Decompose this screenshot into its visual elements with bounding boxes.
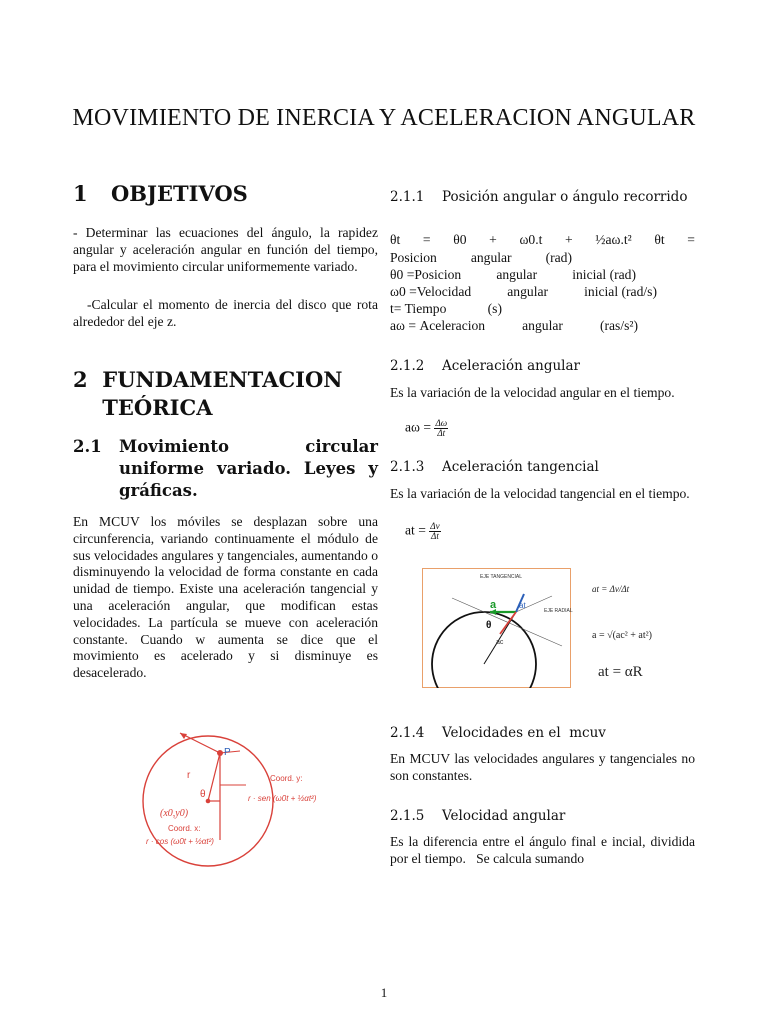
section-title: FUNDAMENTACION TEÓRICA bbox=[102, 367, 343, 420]
subsubsection-title: Velocidades en el mcuv bbox=[442, 725, 606, 741]
eq-term: θt bbox=[654, 232, 665, 247]
page-number: 1 bbox=[380, 985, 388, 1000]
numerator: Δv bbox=[430, 521, 440, 531]
document-title: MOVIMIENTO DE INERCIA Y ACELERACION ANGULAR bbox=[72, 105, 696, 131]
tangential-acceleration-formula bbox=[405, 522, 441, 541]
tangential-acceleration-text: Es la variación de la velocidad tangencial en el tiempo. bbox=[390, 486, 690, 501]
subsubsection-title: Posición angular o ángulo recorrido bbox=[442, 189, 688, 205]
def-text: (ras/s²) bbox=[599, 318, 638, 333]
fraction bbox=[429, 522, 440, 541]
def-text: Posicion bbox=[390, 250, 437, 265]
subsubsection-title: Aceleración tangencial bbox=[442, 459, 599, 475]
denominator: Δt bbox=[437, 428, 446, 438]
def-text: angular bbox=[507, 284, 549, 299]
subsubsection-number: 2.1.1 bbox=[390, 189, 425, 205]
def-text: t= Tiempo bbox=[390, 301, 447, 316]
eq-term: = bbox=[687, 232, 695, 247]
angular-acceleration-formula bbox=[405, 419, 448, 438]
subsubsection-number: 2.1.3 bbox=[390, 459, 425, 475]
def-text: angular bbox=[496, 267, 538, 282]
objective-1: - Determinar las ecuaciones del ángulo, la rapidez angular y aceleración angular en función del tiempo, para el movimiento circular uniformemente variado. bbox=[73, 225, 378, 274]
theta-label: θ bbox=[486, 620, 492, 631]
theta-label: θ bbox=[200, 789, 206, 800]
definition-line bbox=[390, 318, 638, 335]
formula-lhs: aω = bbox=[405, 419, 432, 435]
eq-term: ½aω.t² bbox=[595, 232, 632, 247]
velocities-text: En MCUV las velocidades angulares y tangenciales no son constantes. bbox=[390, 751, 695, 783]
eq-term: ω0.t bbox=[519, 232, 543, 247]
eq-term: θt bbox=[390, 232, 401, 247]
subsubsection-2-1-1-heading bbox=[390, 188, 695, 206]
section-2-heading bbox=[73, 366, 378, 422]
origin-point bbox=[206, 799, 211, 804]
radius-label: r bbox=[187, 770, 191, 781]
coord-y-title: Coord. y: bbox=[270, 774, 303, 783]
section-title: OBJETIVOS bbox=[111, 181, 248, 206]
section-number: 1 bbox=[73, 181, 88, 206]
tangential-axis-label: EJE TANGENCIAL bbox=[480, 574, 523, 580]
mcuv-paragraph: En MCUV los móviles se desplazan sobre una circunferencia, variando continuamente el módulo de sus velocidades angulares y tangenciales, aumentando o disminuyendo la velocidad de forma constante en cada unidad de tiempo. Existe una aceleración tangencial y una aceleración angular, que modifican estas velocidades. La partícula se mueve con aceleración constante. Cuando w aumenta se dice que el movimiento es acelerado y si disminuye es desacelerado. bbox=[73, 514, 378, 681]
eq-term: + bbox=[565, 232, 573, 247]
coord-x-expression: r · cos (ω0t + ½αt²) bbox=[146, 837, 214, 846]
radius-line bbox=[208, 753, 220, 801]
at-alpha-r-formula: at = αR bbox=[598, 664, 643, 680]
definition-line bbox=[390, 301, 502, 318]
total-accel-label: a bbox=[490, 599, 497, 611]
definition-line bbox=[390, 267, 636, 284]
section-number: 2 bbox=[73, 367, 88, 392]
coord-y-expression: r · sen (ω0t + ½αt²) bbox=[248, 794, 317, 803]
eq-term: = bbox=[422, 232, 431, 247]
subsubsection-2-1-5-heading bbox=[390, 807, 565, 825]
subsubsection-title: Aceleración angular bbox=[442, 358, 580, 374]
subsubsection-title: Velocidad angular bbox=[442, 808, 566, 824]
subsubsection-2-1-3-heading bbox=[390, 458, 599, 476]
definition-line bbox=[390, 250, 572, 267]
def-text: inicial (rad/s) bbox=[584, 284, 657, 299]
formula-lhs: at = bbox=[405, 522, 426, 538]
point-p-label: P bbox=[224, 747, 231, 758]
subsection-title: Movimiento circular uniforme variado. Leyes y gráficas. bbox=[119, 437, 378, 500]
def-text: angular bbox=[522, 318, 563, 333]
def-text: (rad) bbox=[545, 250, 572, 265]
radial-axis-label: EJE RADIAL bbox=[544, 608, 573, 614]
centripetal-accel-label: ac bbox=[496, 639, 504, 646]
angular-position-equation bbox=[390, 232, 695, 249]
subsubsection-2-1-2-heading bbox=[390, 357, 580, 375]
fraction bbox=[434, 419, 448, 438]
angular-velocity-text: Es la diferencia entre el ángulo final e incial, dividida por el tiempo. Se calcula sumando bbox=[390, 834, 699, 866]
eq-term: + bbox=[489, 232, 497, 247]
def-text: ω0 =Velocidad bbox=[390, 284, 472, 299]
point-p bbox=[217, 750, 223, 756]
def-text: angular bbox=[470, 250, 512, 265]
def-text: (s) bbox=[487, 301, 502, 316]
coord-x-title: Coord. x: bbox=[168, 824, 201, 833]
subsection-number: 2.1 bbox=[73, 437, 102, 456]
subsubsection-number: 2.1.5 bbox=[390, 808, 425, 824]
subsubsection-number: 2.1.2 bbox=[390, 358, 425, 374]
definition-line bbox=[390, 284, 657, 301]
eq-term: θ0 bbox=[453, 232, 467, 247]
subsection-2-1-heading bbox=[73, 436, 378, 502]
tangential-accel-label: at bbox=[519, 601, 526, 610]
numerator: Δω bbox=[435, 418, 448, 428]
objective-2: -Calcular el momento de inercia del disco que rota alrededor del eje z. bbox=[73, 297, 378, 329]
denominator: Δt bbox=[431, 531, 439, 541]
mcuv-circle-figure bbox=[140, 725, 370, 875]
section-1-heading bbox=[73, 180, 248, 208]
origin-label: (x0,y0) bbox=[160, 808, 189, 819]
subsubsection-2-1-4-heading bbox=[390, 724, 606, 742]
def-text: aω = Aceleracion bbox=[390, 318, 486, 333]
tangential-formula: at = Δv/Δt bbox=[592, 584, 630, 594]
subsubsection-number: 2.1.4 bbox=[390, 725, 425, 741]
def-text: θ0 =Posicion bbox=[390, 267, 462, 282]
magnitude-formula: a = √(ac² + at²) bbox=[592, 630, 652, 641]
figure-frame bbox=[423, 569, 571, 688]
angular-acceleration-text: Es la variación de la velocidad angular en el tiempo. bbox=[390, 385, 675, 400]
def-text: inicial (rad) bbox=[572, 267, 636, 282]
acceleration-components-figure bbox=[422, 568, 692, 688]
